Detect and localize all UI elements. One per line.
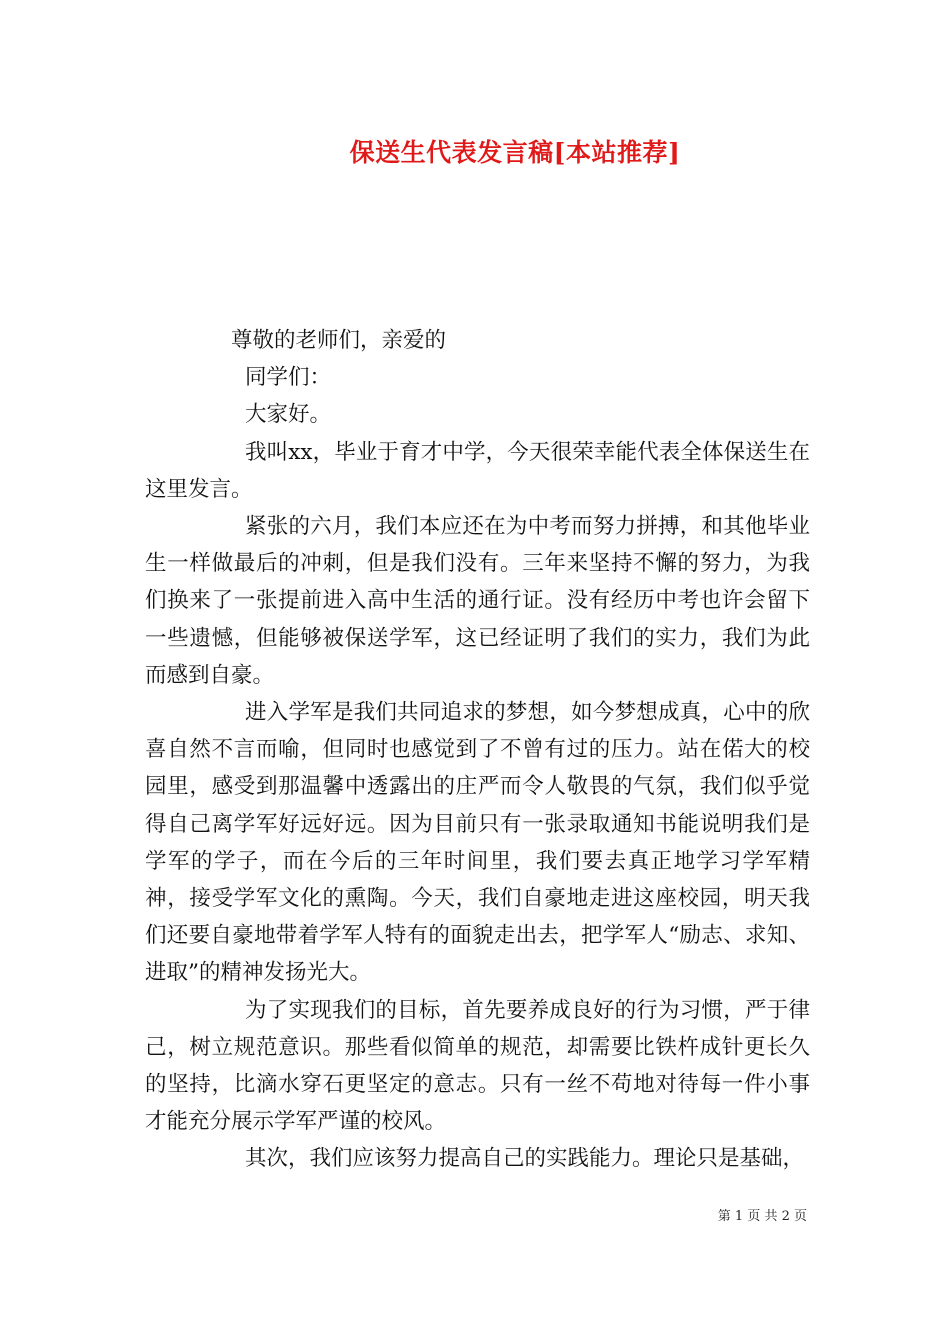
page-number-footer: 第 1 页 共 2 页 bbox=[717, 1209, 807, 1224]
paragraph-habits: 为了实现我们的目标，首先要养成良好的行为习惯，严于律己，树立规范意识。那些看似简单的规范，却需要比铁杵成针更长久的坚持，比滴水穿石更坚定的意志。只有一丝不苟地对待每一件小事才能充分展示学军严谨的校风。 bbox=[145, 997, 810, 1135]
document-title: 保送生代表发言稿[本站推荐] bbox=[349, 138, 681, 167]
greeting-line-2: 同学们： bbox=[245, 365, 332, 391]
greeting-line-3: 大家好。 bbox=[245, 402, 332, 428]
document-body bbox=[145, 322, 810, 1178]
paragraph-june: 紧张的六月，我们本应还在为中考而努力拼搏，和其他毕业生一样做最后的冲刺，但是我们没有。三年来坚持不懈的努力，为我们换来了一张提前进入高中生活的通行证。没有经历中考也许会留下一些遗憾，但能够被保送学军，这已经证明了我们的实力，我们为此而感到自豪。 bbox=[145, 514, 810, 688]
paragraph-practice: 其次，我们应该努力提高自己的实践能力。理论只是基础， bbox=[245, 1146, 805, 1172]
paragraph-dream: 进入学军是我们共同追求的梦想，如今梦想成真，心中的欣喜自然不言而喻，但同时也感觉到了不曾有过的压力。站在偌大的校园里，感受到那温馨中透露出的庄严而令人敬畏的气氛，我们似乎觉得自己离学军好远好远。因为目前只有一张录取通知书能说明我们是学军的学子，而在今后的三年时间里，我们要去真正地学习学军精神，接受学军文化的熏陶。今天，我们自豪地走进这座校园，明天我们还要自豪地带着学军人特有的面貌走出去，把学军人“励志、求知、进取”的精神发扬光大。 bbox=[145, 700, 810, 986]
paragraph-intro: 我叫xx，毕业于育才中学，今天很荣幸能代表全体保送生在这里发言。 bbox=[145, 439, 810, 502]
greeting-line-1: 尊敬的老师们，亲爱的 bbox=[231, 328, 447, 353]
